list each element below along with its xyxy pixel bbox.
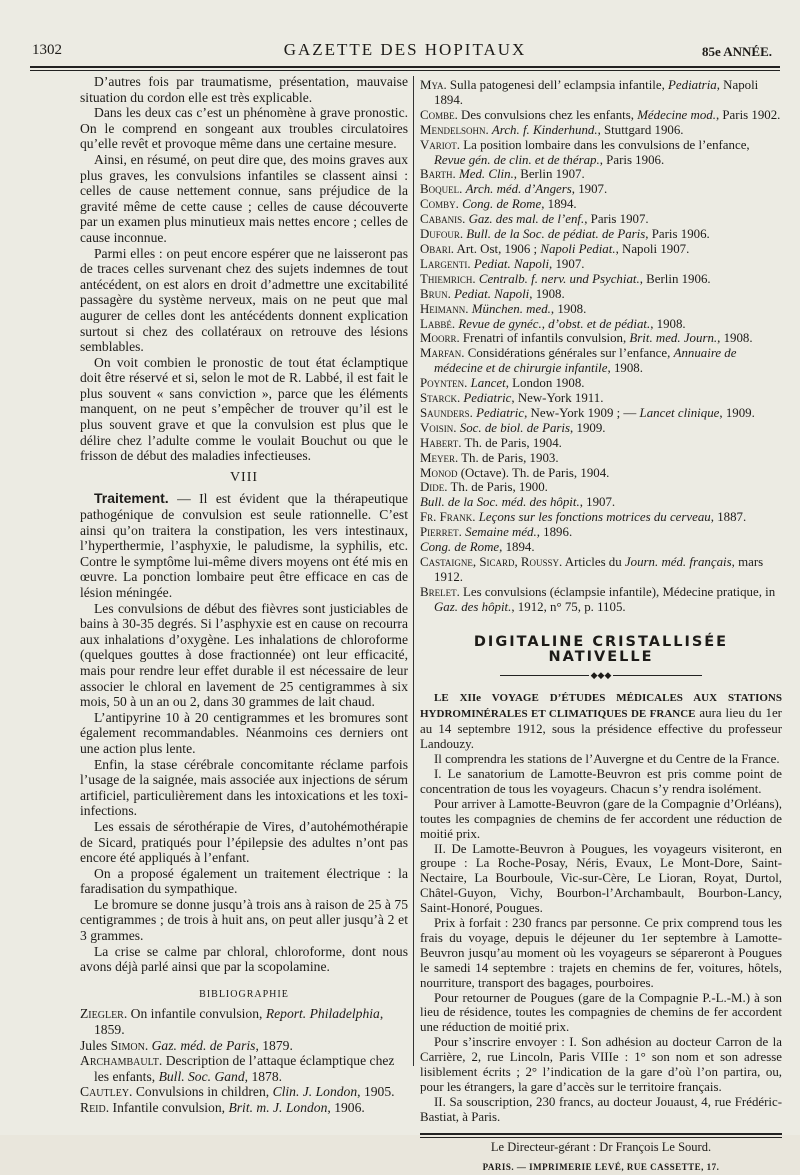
ref-author: Simon. xyxy=(110,1037,149,1053)
ref-source: Pediatric xyxy=(476,405,525,420)
bibliography-entry xyxy=(420,108,782,123)
paragraph: On voit combien le pronostic de tout état éclamptique doit être réservé et si, selon le mot de R. Labbé, il est fait le plus souvent « sans conviction », parce que les éléments manquent, on ne peut s’empêcher de trouver qu’il est le plus souvent grave et que la convulsion est plus que le délire chez l’adulte comme le voulait Bouchut ou que le frisson de début des maladies infectieuses. xyxy=(80,354,408,464)
ref-source: Gaz. des mal. de l’enf. xyxy=(468,212,585,227)
ref-text: Th. de Paris, 1904. xyxy=(461,435,562,450)
ref-source: Centralb. f. nerv. und Psychiat. xyxy=(478,271,640,286)
notice-intro-text: aura lieu du 1er au 14 septembre 1912, sous la présidence effective du professeur Landouzy. xyxy=(420,706,782,752)
ref-source: Brit. m. J. London xyxy=(228,1100,328,1115)
bibliography-entry xyxy=(420,227,782,242)
ref-text: , 1907. xyxy=(549,256,585,271)
bibliography-entry xyxy=(80,1100,408,1116)
ref-text: , 1909. xyxy=(719,405,755,420)
ref-source: Revue de gynéc., d’obst. et de pédiat. xyxy=(458,316,651,331)
paragraph-text: — Il est évident que la thérapeutique pathogénique de convulsion est seule rationnelle. C’est ainsi qu’on traitera la constipation, les vers intestinaux, l’hyperthermie, l’asphyxie, le paludisme, la syphilis, etc. Contre le symptôme lui-même divers moyens ont été mis en œuvre. La ponction lombaire peut être efficace en cas de lésion méningée. xyxy=(80,491,408,600)
ref-source: Report. Philadelphia xyxy=(265,1006,380,1022)
ref-author: Dufour. xyxy=(420,227,464,242)
ref-source: Arch. méd. d’Angers xyxy=(465,182,572,197)
edition-year: 85e ANNÉE. xyxy=(701,44,772,59)
bibliography-entry xyxy=(420,167,782,182)
ref-text: , 1908. xyxy=(717,331,753,346)
ref-text: , New-York 1911. xyxy=(511,391,604,406)
ref-author: Brun. xyxy=(420,286,451,301)
ref-text: , 1905. xyxy=(357,1084,395,1100)
bibliography-entry xyxy=(420,197,782,212)
ornament-rule xyxy=(420,670,782,680)
ref-text: , Berlin 1907. xyxy=(513,167,585,182)
ref-text: Th. de Paris, 1903. xyxy=(458,450,559,465)
footer-rule xyxy=(420,1133,782,1135)
paragraph: Pour arriver à Lamotte-Beuvron (gare de la Compagnie d’Orléans), toutes les compagnies de chemins de fer accordent une réduction de moitié prix. xyxy=(420,796,782,841)
ref-source: Pediat. Napoli xyxy=(473,256,550,271)
ref-text: (Octave). Th. de Paris, 1904. xyxy=(457,465,610,480)
ref-text: Art. Ost, 1906 ; xyxy=(454,241,541,256)
ref-source: Med. Clin. xyxy=(459,167,514,182)
ref-author: Meyer. xyxy=(420,450,459,465)
ref-author: Ziegler. xyxy=(80,1006,128,1022)
ref-source: Leçons sur les fonctions motrices du cerveau xyxy=(478,510,711,525)
paragraph: Parmi elles : on peut encore espérer que ne laisseront pas de traces celles survenant chez des sujets indemnes de tout antécédent, on est alors en droit d’admettre une excitabilité passagère du système nerveux, mais on ne peut que mal augurer de celles dont les antécédents donnent explication surtout si chez des collatéraux on retrouve des lésions semblables. xyxy=(80,245,408,355)
ref-author: Moorr. xyxy=(420,331,460,346)
bibliography-entry xyxy=(420,436,782,451)
ref-source: Cong. de Rome xyxy=(462,197,542,212)
ref-source: Napoli Pediat. xyxy=(540,241,616,256)
bibliography-entry xyxy=(420,376,782,391)
bibliography-entry xyxy=(420,540,782,555)
header-rule xyxy=(30,66,780,68)
ref-text: , Paris 1907. xyxy=(584,212,649,227)
bibliography-entry xyxy=(420,480,782,495)
ref-source: Revue gén. de clin. et de thérap. xyxy=(434,152,600,167)
paragraph: Prix à forfait : 230 francs par personne. Ce prix comprend tous les frais du voyage, depuis le déjeuner du 1er septembre à Lamotte-Beuvron jusqu’au moment où les voyageurs se sépareront à Pougues le samedi 14 septembre : trajets en chemins de fer, voitures, hôtels, nourriture, transport des bagages, pourboires. xyxy=(420,916,782,990)
ref-text: , Paris 1902. xyxy=(715,107,781,122)
ref-author: Castaigne, Sicard, Roussy. xyxy=(420,555,563,569)
ref-author: Pierret. xyxy=(420,525,462,540)
bibliography-entry xyxy=(420,257,782,272)
paragraph: Il comprendra les stations de l’Auvergne et du Centre de la France. xyxy=(434,752,780,767)
ref-text: Articles du xyxy=(562,555,625,569)
footer-rule-thin xyxy=(420,1137,782,1138)
ref-text: Des convulsions chez les enfants, xyxy=(457,107,638,122)
bibliography-entry xyxy=(420,585,782,615)
bibliography-heading: BIBLIOGRAPHIE xyxy=(199,988,289,1000)
paragraph: Pour s’inscrire envoyer : I. Son adhésion au docteur Carron de la Carrière, 2, rue Lincoln, Paris VIIIe : 1° son nom et son adresse lisiblement écrits ; 2° l’indication de la gare d’où l’on partira, ou, pour les étrangers, la gare d’accès sur le territoire français. xyxy=(420,1035,782,1094)
ref-text: , 1908. xyxy=(550,301,587,316)
ref-text: La position lombaire dans les convulsions de l’enfance, xyxy=(460,137,750,152)
ref-author: Barth. xyxy=(420,167,456,182)
ref-text: , Paris 1906. xyxy=(645,227,710,242)
page-number: 1302 xyxy=(32,42,62,58)
column-divider xyxy=(413,76,414,1066)
ref-author: Reid. xyxy=(80,1100,110,1115)
notice-title: LE XIIe VOYAGE D’ÉTUDES MÉDICALES AUX STATIONS HYDROMINÉRALES ET CLIMATIQUES DE FRANCE xyxy=(420,692,782,721)
ref-text: , 1879. xyxy=(255,1037,293,1053)
ref-text: , 1894. xyxy=(541,197,577,212)
lead-term: Traitement. xyxy=(94,490,169,507)
ref-text: , Napoli 1907. xyxy=(615,241,690,256)
ref-author: Marfan. xyxy=(420,346,465,361)
page-header xyxy=(30,40,780,64)
ref-source: Bull. de la Soc. méd. des hôpit. xyxy=(420,495,580,510)
ref-text: , 1908. xyxy=(650,316,686,331)
bibliography-entry xyxy=(420,451,782,466)
bibliography-entry xyxy=(80,1006,408,1037)
paragraph: Les convulsions de début des fièvres sont justiciables de bains à 30-35 degrés. Si l’asphyxie est en cause on recourra aux inhalations d’oxygène. Les inhalations de chloroforme (quelques gouttes à dose fractionnée) ont leur efficacité, mais pour rendre leur effet durable il est nécessaire de leur associer le chloral en lavement de 25 centigrammes à six mois, 50 à un an ou 2, dans 30 grammes de lait chaud. xyxy=(80,600,408,710)
ref-text: , 1906. xyxy=(327,1100,365,1115)
ref-source: Pediatric xyxy=(463,391,512,406)
ref-text: , Paris 1906. xyxy=(599,152,665,167)
ref-text: , Napoli 1894. xyxy=(434,78,759,107)
ref-text: Jules xyxy=(80,1037,111,1053)
ref-text: Infantile convulsion, xyxy=(109,1100,229,1115)
ref-text: Description de l’attaque éclamptique chez les enfants, xyxy=(94,1053,395,1084)
paragraph: I. Le sanatorium de Lamotte-Beuvron est pris comme point de concentration de tous les voyageurs. Chacun s’y rendra isolément. xyxy=(420,766,782,796)
ref-author: Comby. xyxy=(420,197,459,212)
ref-text: , 1908. xyxy=(529,286,565,301)
ref-text: , 1859. xyxy=(94,1006,384,1038)
ref-text: Frenatri of infantils convulsion, xyxy=(459,331,630,346)
director-signature: Le Directeur-gérant : Dr François Le Sourd. xyxy=(490,1139,712,1154)
ref-text: Th. de Paris, 1900. xyxy=(447,480,548,495)
ref-source: Bull. de la Soc. de pédiat. de Paris xyxy=(466,227,646,242)
ref-text: , New-York 1909 ; — xyxy=(524,405,640,420)
bibliography-entry xyxy=(420,287,782,302)
ref-text: , 1908. xyxy=(607,361,643,376)
ref-source: Clin. J. London xyxy=(272,1084,358,1100)
bibliography-entry xyxy=(420,555,782,585)
ref-source: Pediatria xyxy=(668,78,717,92)
ref-author: Combe. xyxy=(420,107,458,122)
ref-author: Monod xyxy=(420,465,458,480)
ref-author: Boquel. xyxy=(420,182,463,197)
ref-text: , 1894. xyxy=(499,540,535,555)
ref-author: Heimann. xyxy=(420,301,469,316)
bibliography-entry xyxy=(420,406,782,421)
bibliography-entry xyxy=(420,495,782,510)
ref-author: Poynten. xyxy=(420,376,468,391)
bibliography-entry xyxy=(420,331,782,346)
ref-source: Médecine mod. xyxy=(637,107,716,122)
bibliography-entry xyxy=(420,123,782,138)
ref-author: Cautley. xyxy=(80,1084,133,1100)
bibliography-entry xyxy=(420,346,782,376)
bibliography-entry xyxy=(420,510,782,525)
bibliography-entry xyxy=(420,182,782,197)
ref-text: Convulsions in children, xyxy=(132,1084,273,1100)
ref-text: On infantile convulsion, xyxy=(127,1006,266,1022)
bibliography-entry xyxy=(420,242,782,257)
ref-text: , mars 1912. xyxy=(434,555,764,584)
ref-author: Habert. xyxy=(420,435,462,450)
ornament-glyph: ◆◆◆ xyxy=(590,670,612,681)
paragraph: La crise se calme par chloral, chloroforme, dont nous avons déjà parlé ainsi que par la scopolamine. xyxy=(80,943,408,975)
ref-source: Lancet xyxy=(470,376,506,391)
ref-author: Brelet. xyxy=(420,584,460,599)
ref-source: Arch. f. Kinderhund. xyxy=(491,122,598,137)
ref-text: , 1907. xyxy=(571,182,608,197)
ref-source: Journ. méd. français xyxy=(624,555,732,569)
ref-text: , Stuttgard 1906. xyxy=(597,122,684,137)
ref-text: , 1907. xyxy=(579,495,616,510)
ref-text: , 1909. xyxy=(570,420,606,435)
ref-text: , London 1908. xyxy=(505,376,585,391)
ref-author: Labbé. xyxy=(420,316,456,331)
ref-source: Brit. med. Journ. xyxy=(629,331,718,346)
bibliography-entry xyxy=(420,78,782,108)
bibliography-entry xyxy=(80,1084,408,1100)
ref-source: Bull. Soc. Gand xyxy=(158,1068,245,1084)
paragraph: Ainsi, en résumé, on peut dire que, des moins graves aux plus graves, les convulsions infantiles se classent ainsi : celles de cause nettement connue, sans préjudice de la gravité même de cette cause ; celles de cause découverte par un examen plus minutieux mais nettes encore ; celles de cause inconnue. xyxy=(80,151,408,245)
notice-intro xyxy=(420,690,782,752)
bibliography-entry xyxy=(420,466,782,481)
ref-source: Cong. de Rome xyxy=(420,540,500,555)
ref-author: Variot. xyxy=(420,137,461,152)
ref-text: , 1896. xyxy=(536,525,573,540)
paragraph: On a proposé également un traitement électrique : la faradisation du sympathique. xyxy=(80,865,408,897)
ref-author: Largenti. xyxy=(420,256,471,271)
printer-imprint: PARIS. — IMPRIMERIE LEVÉ, RUE CASSETTE, 17. xyxy=(482,1161,720,1172)
bibliography-entry xyxy=(420,525,782,540)
paragraph: Le bromure se donne jusqu’à trois ans à raison de 25 à 75 centigrammes ; de trois à huit ans, on peut aller jusqu’à 2 et 3 grammes. xyxy=(80,896,408,944)
bibliography-list xyxy=(420,78,782,615)
paragraph: D’autres fois par traumatisme, présentation, mauvaise situation du cordon elle est très explicable. xyxy=(80,74,408,105)
left-column xyxy=(80,74,408,1116)
ref-author: Thiemrich. xyxy=(420,271,476,286)
header-rule-thin xyxy=(30,70,780,71)
bibliography-entry xyxy=(80,1038,408,1054)
ref-text: , 1878. xyxy=(244,1068,283,1084)
bibliography-entry xyxy=(420,212,782,227)
ref-source: Gaz. méd. de Paris xyxy=(148,1037,256,1053)
ref-text: , 1912, n° 75, p. 1105. xyxy=(511,599,626,614)
ref-text: Les convulsions (éclampsie infantile), Médecine pratique, in xyxy=(459,584,776,599)
ref-author: Mya. xyxy=(420,78,447,92)
section-heading: VIII xyxy=(229,469,259,485)
bibliography-entry xyxy=(80,1053,408,1084)
ref-source: Soc. de biol. de Paris xyxy=(459,420,571,435)
bibliography-entry xyxy=(420,138,782,168)
ref-author: Starck. xyxy=(420,391,461,406)
advertisement-digitaline: DIGITALINE CRISTALLISÉE NATIVELLE xyxy=(473,633,729,665)
ref-author: Voisin. xyxy=(420,420,457,435)
ref-author: Dide. xyxy=(420,480,448,495)
paragraph: L’antipyrine 10 à 20 centigrammes et les bromures sont également recommandables. Néanmoins ces derniers ont une action plus lente. xyxy=(80,709,408,756)
paragraph: Les essais de sérothérapie de Vires, d’autohémothérapie de Sicard, pratiqués pour l’épilepsie des adultes n’ont pas encore été appliqués à l’enfant. xyxy=(80,818,408,866)
ref-source: Pediat. Napoli xyxy=(454,286,530,301)
ref-author: Cabanis. xyxy=(420,212,466,227)
paragraph: Pour retourner de Pougues (gare de la Compagnie P.-L.-M.) à son lieu de résidence, toutes les compagnies de chemins de fer accordent une réduction de moitié prix. xyxy=(420,990,782,1035)
ref-author: Saunders. xyxy=(420,405,473,420)
bibliography-entry xyxy=(420,391,782,406)
ref-author: Fr. Frank. xyxy=(420,510,476,525)
ref-text: , 1887. xyxy=(710,510,747,525)
ref-source: Semaine méd. xyxy=(465,525,537,540)
journal-title: GAZETTE DES HOPITAUX xyxy=(283,40,527,59)
ref-author: Archambault. xyxy=(80,1053,163,1069)
ref-text: Considérations générales sur l’enfance, xyxy=(464,346,674,361)
bibliography-entry xyxy=(420,317,782,332)
bibliography-entry xyxy=(420,421,782,436)
bibliography-entry xyxy=(420,302,782,317)
paragraph-treatment xyxy=(80,491,408,600)
paragraph: II. De Lamotte-Beuvron à Pougues, les voyageurs visiteront, en groupe : La Roche-Posay, Néris, Evaux, Le Mont-Dore, Saint-Nectaire, La Bourboule, Vic-sur-Cère, Le Lioran, Royat, Durtol, Châtel-Guyon, Vichy, Bourbon-l’Archambault, Bourbon-Lancy, Saint-Honoré, Pougues. xyxy=(420,841,782,916)
bibliography-list xyxy=(80,1006,408,1115)
paragraph: II. Sa souscription, 230 francs, au docteur Jouaust, 4, rue Frédéric-Bastiat, à Paris. xyxy=(420,1094,782,1124)
paragraph: Enfin, la stase cérébrale concomitante réclame parfois l’usage de la saignée, mais associée aux injections de sérum artificiel, particulièrement dans les intoxications et les toxi-infections. xyxy=(80,756,408,819)
ref-text: , Berlin 1906. xyxy=(639,271,711,286)
ref-source: Gaz. des hôpit. xyxy=(434,599,512,614)
ref-source: München. med. xyxy=(471,301,551,316)
paragraph: Dans les deux cas c’est un phénomène à grave pronostic. On le comprend en songeant aux troubles circulatoires qu’elle revêt et provoque même dans une certaine mesure. xyxy=(80,105,408,152)
right-column xyxy=(420,78,782,1175)
ref-source: Annuaire de médecine et de chirurgie infantile xyxy=(434,346,737,376)
ref-text: Sulla patogenesi dell’ eclampsia infantile, xyxy=(446,78,669,92)
bibliography-entry xyxy=(420,272,782,287)
ref-source: Lancet clinique xyxy=(639,405,720,420)
ref-author: Obari. xyxy=(420,241,455,256)
ref-author: Mendelsohn. xyxy=(420,122,489,137)
